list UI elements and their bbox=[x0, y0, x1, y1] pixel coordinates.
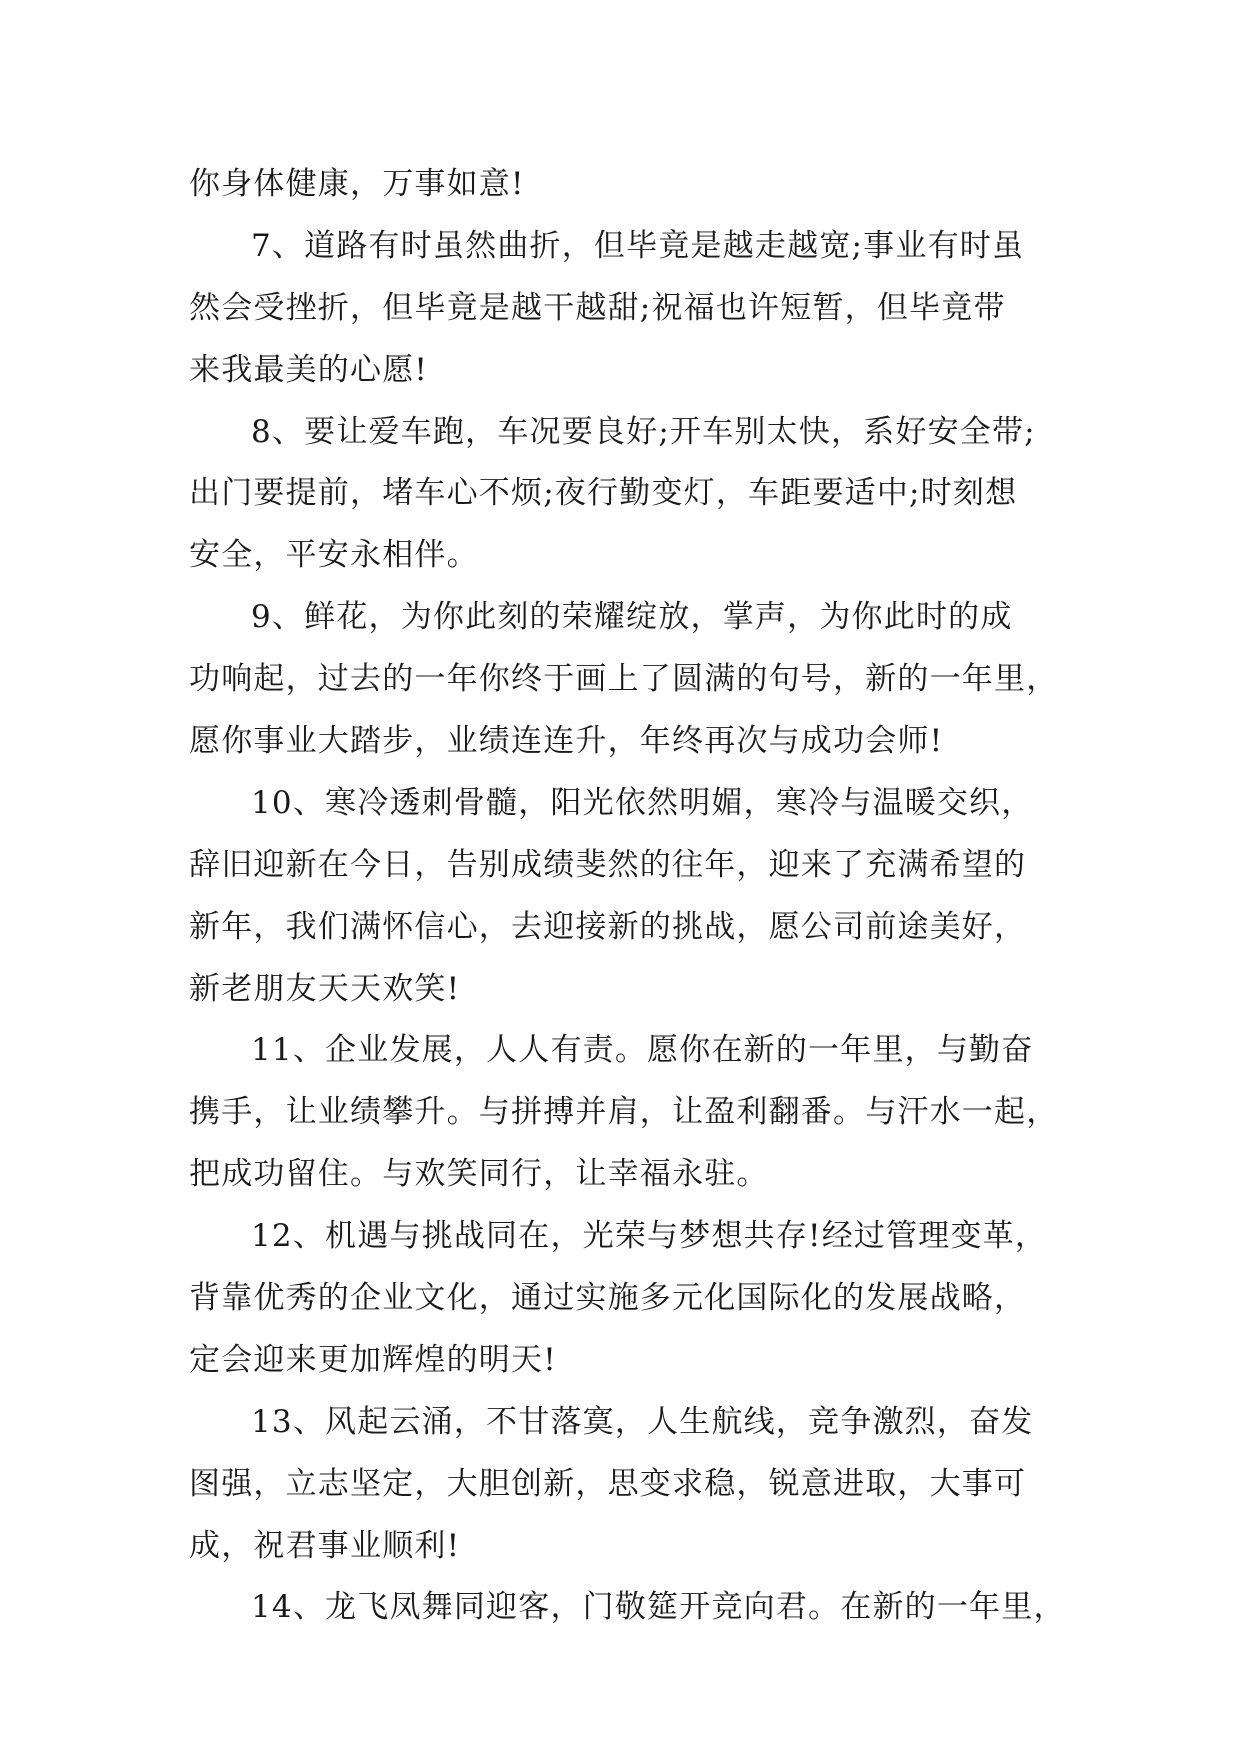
text-line: 携手，让业绩攀升。与拼搏并肩，让盈利翻番。与汗水一起， bbox=[189, 1094, 1059, 1131]
text-line: 成，祝君事业顺利! bbox=[189, 1527, 461, 1564]
text-line: 出门要提前，堵车心不烦;夜行勤变灯，车距要适中;时刻想 bbox=[189, 475, 1018, 512]
text-line: 背靠优秀的企业文化，通过实施多元化国际化的发展战略， bbox=[189, 1280, 1027, 1317]
text-line: 图强，立志坚定，大胆创新，思变求稳，锐意进取，大事可 bbox=[189, 1465, 1027, 1502]
text-line: 新年，我们满怀信心，去迎接新的挑战，愿公司前途美好， bbox=[189, 908, 1027, 945]
text-line: 7、道路有时虽然曲折，但毕竟是越走越宽;事业有时虽 bbox=[251, 227, 1025, 264]
text-line: 13、风起云涌，不甘落寞，人生航线，竞争激烈，奋发 bbox=[251, 1403, 1034, 1440]
document-body bbox=[189, 160, 1066, 1645]
text-line: 安全，平安永相伴。 bbox=[189, 537, 479, 574]
text-line: 辞旧迎新在今日，告别成绩斐然的往年，迎来了充满希望的 bbox=[189, 846, 1027, 883]
text-line: 11、企业发展，人人有责。愿你在新的一年里，与勤奋 bbox=[251, 1032, 1034, 1069]
text-line: 新老朋友天天欢笑! bbox=[189, 970, 461, 1007]
text-line: 10、寒冷透刺骨髓，阳光依然明媚，寒冷与温暖交织， bbox=[251, 784, 1034, 821]
text-line: 把成功留住。与欢笑同行，让幸福永驻。 bbox=[189, 1156, 769, 1193]
text-line: 9、鲜花，为你此刻的荣耀绽放，掌声，为你此时的成 bbox=[251, 599, 1013, 636]
text-line: 定会迎来更加辉煌的明天! bbox=[189, 1341, 557, 1378]
text-line: 然会受挫折，但毕竟是越干越甜;祝福也许短暂，但毕竟带 bbox=[189, 289, 1006, 326]
text-line: 你身体健康，万事如意! bbox=[189, 166, 525, 202]
text-line: 功响起，过去的一年你终于画上了圆满的句号，新的一年里， bbox=[189, 661, 1059, 698]
text-line: 12、机遇与挑战同在，光荣与梦想共存!经过管理变革， bbox=[251, 1218, 1048, 1255]
text-line: 愿你事业大踏步，业绩连连升，年终再次与成功会师! bbox=[189, 723, 944, 760]
text-line: 14、龙飞凤舞同迎客，门敬筵开竞向君。在新的一年里， bbox=[251, 1589, 1066, 1626]
text-line: 8、要让爱车跑，车况要良好;开车别太快，系好安全带; bbox=[251, 413, 1036, 450]
text-line: 来我最美的心愿! bbox=[189, 351, 429, 388]
